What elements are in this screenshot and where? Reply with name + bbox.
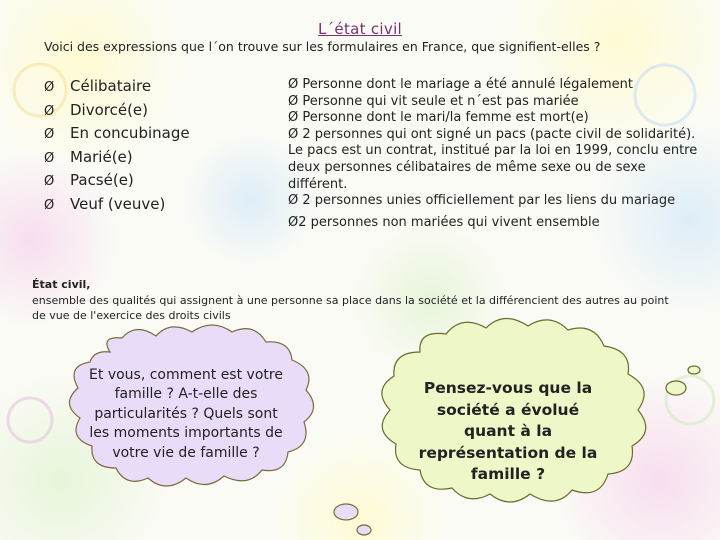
- cloud-question-right: Pensez-vous que la société a évolué quant à la représentation de la famille ?: [418, 379, 598, 483]
- definition-item: Ø2 personnes non mariées qui vivent ensemble: [288, 214, 600, 230]
- arrow-bullet-icon: Ø: [44, 150, 55, 166]
- definition-item: Ø Personne dont le mari/la femme est mort(e): [288, 110, 589, 126]
- definition-list: [288, 77, 698, 231]
- list-item: [44, 193, 190, 217]
- term-list: [44, 75, 190, 217]
- list-item: [44, 122, 190, 146]
- term-label: Pacsé(e): [70, 171, 134, 190]
- intro-question: Voici des expressions que l´on trouve sur les formulaires en France, que signifient-elles ?: [44, 39, 601, 54]
- list-item: [44, 146, 190, 170]
- definition-item: Ø 2 personnes unies officiellement par les liens du mariage: [288, 193, 676, 209]
- etat-civil-heading: État civil,: [32, 278, 91, 291]
- list-item: [44, 75, 190, 99]
- definition-item: Ø Personne dont le mariage a été annulé légalement: [288, 77, 633, 92]
- arrow-bullet-icon: Ø: [44, 197, 55, 213]
- cloud-question-left: Et vous, comment est votre famille ? A-t-elle des particularités ? Quels sont les moments importants de votre vie de famille ?: [89, 367, 283, 461]
- arrow-bullet-icon: Ø: [44, 174, 55, 190]
- term-label: Veuf (veuve): [70, 194, 166, 213]
- term-label: Célibataire: [70, 77, 152, 95]
- arrow-bullet-icon: Ø: [44, 80, 55, 95]
- term-label: Divorcé(e): [70, 100, 149, 119]
- definition-item: Ø 2 personnes qui ont signé un pacs (pacte civil de solidarité). Le pacs est un contrat, institué par la loi en 1999, conclu entre deux personnes célibataires de même sexe ou de sexe différent.: [288, 126, 698, 192]
- term-label: En concubinage: [70, 124, 190, 143]
- etat-civil-definition: ensemble des qualités qui assignent à une personne sa place dans la société et la différencient des autres au point de vue de l'exercice des droits civils: [32, 294, 669, 322]
- arrow-bullet-icon: Ø: [44, 127, 55, 143]
- arrow-bullet-icon: Ø: [44, 103, 55, 119]
- list-item: [44, 169, 190, 193]
- list-item: [44, 99, 190, 123]
- term-label: Marié(e): [70, 147, 133, 166]
- page-title: L´état civil: [317, 20, 403, 38]
- definition-item: Ø Personne qui vit seule et n´est pas mariée: [288, 93, 579, 109]
